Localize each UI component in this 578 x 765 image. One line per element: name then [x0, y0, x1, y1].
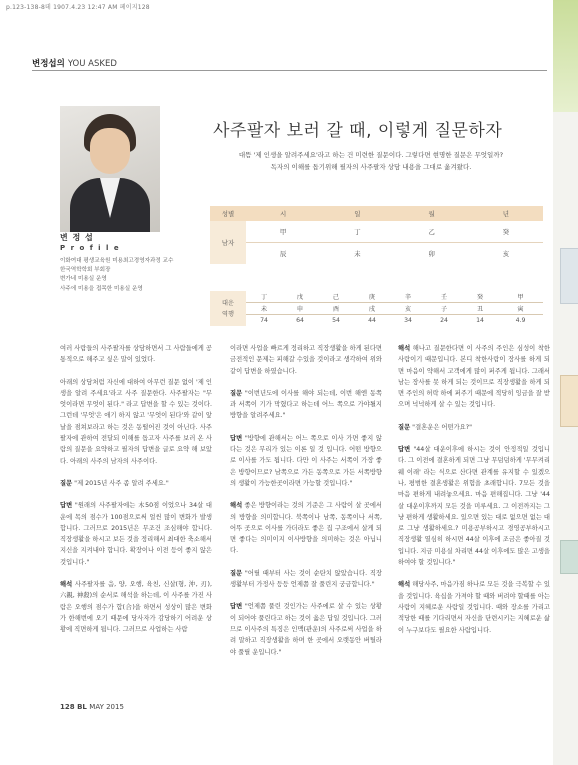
section-label-light: YOU ASKED	[67, 59, 117, 69]
body-paragraph	[230, 343, 382, 377]
qa-label: 질문	[230, 569, 243, 577]
paragraph-text: 해나고 질문한다면 이 사주의 주인은 심성이 착한 사람이기 때문입니다. 본디 착한사람이 장사를 하게 되면 마음이 약해서 고객에게 많이 퍼주게 됩니다. 그래서 남는 장사를 못 하게 되는 것이므로 직장생활을 하게 되면 주인의 허락 하에 퍼주기 때문에 적당히 잉금을 잘 받으며 넉넉하게 살 수 있는 것입니다.	[398, 345, 550, 409]
lede-line: 독자의 이해를 돕기위해 필자의 사주팔자 상담 내용을 그대로 옮겨왔다.	[270, 162, 472, 171]
paragraph-text: "제 2015년 사주 좀 알려 주세요."	[72, 479, 169, 487]
saju-cell: 甲	[246, 221, 320, 243]
qa-label: 답변	[230, 434, 243, 442]
luck-stem: 壬	[426, 291, 462, 303]
body-column-3	[398, 343, 550, 636]
profile-details	[60, 257, 173, 294]
luck-cycle-table	[210, 291, 543, 326]
saju-header: 시	[246, 206, 320, 221]
paragraph-text: "방향에 관해서는 어느 쪽으로 이사 가면 좋지 않다는 것은 무리가 있는 이론 일 것 입니다. 어떤 방향으로 이사를 가도 됩니다. 다만 이 사주는 서쪽이 가장 좋은 방향이므로? 남쪽으로 가든 동쪽으로 가든 서쪽방향의 생활이 가능한곳이라면 가능할 것입니다."	[230, 434, 382, 487]
saju-cell: 辰	[279, 250, 287, 258]
paragraph-text: "원래의 사주팔자에는 木50점 이었으나 34살 대운에 목의 점수가 100점으로써 얼씬 많이 변화가 발생합니다. 그러므로 2015년은 무조건 조심해야 합니다. 직장생활을 하시고 보든 것을 정리해서 최대한 축소해서 지신을 지켜내야 합니다. 확장이나 이전 등이 좋지 않은 것입니다."	[60, 502, 212, 566]
saju-table	[210, 206, 543, 264]
qa-label: 질문	[398, 423, 411, 431]
saju-cell: 乙	[395, 221, 469, 243]
qa-label: 해석	[60, 581, 73, 589]
paragraph-text: 사주팔자를 음, 양, 오행, 육친, 신살(형, 沖, 刃), 六親, 神殺)의 순서로 해석을 하는데, 이 사주를 가진 사람은 오행의 점수가 합(合)을 하면서 성상이 많은 변화가 한해번에 오기 때문에 당사자가 감당하기 어려운 상황에 직면하게 됩니다. 그러므로 사업하는 사람	[60, 581, 212, 634]
body-paragraph	[60, 377, 212, 467]
paragraph-text: 이라면 사업을 빠르게 정리하고 직장생활을 하게 된다면 금전적인 문제는 피해갈 수있을 것이라고 생각하여 위와 같이 답변을 하였습니다.	[230, 345, 382, 375]
luck-branch: 未	[246, 303, 282, 315]
body-paragraph	[230, 433, 382, 489]
section-label	[32, 57, 117, 69]
qa-label: 해석	[398, 345, 411, 352]
saju-cell: 卯	[428, 250, 435, 258]
body-paragraph	[230, 388, 382, 422]
luck-stem: 庚	[354, 291, 390, 303]
page-footer	[60, 703, 124, 711]
body-column-1	[60, 343, 212, 636]
saju-gender-label: 남자	[210, 221, 246, 264]
profile-line: 한국역학학회 부회장	[60, 267, 111, 274]
qa-label: 답변	[60, 502, 73, 510]
luck-age: 74	[260, 317, 268, 324]
luck-label-line: 대운	[222, 299, 234, 307]
saju-header: 일	[320, 206, 394, 221]
body-paragraph	[398, 422, 550, 433]
qa-label: 해석	[230, 502, 243, 510]
saju-header: 월	[395, 206, 469, 221]
right-edge-tab	[560, 540, 578, 574]
right-edge-green-block	[553, 0, 578, 112]
luck-age: 54	[332, 317, 340, 324]
qa-label: 답변	[398, 446, 411, 454]
section-label-bold: 변정섭의	[32, 59, 65, 69]
saju-cell: 丁	[320, 221, 394, 243]
article-title: 사주팔자 보러 갈 때, 이렇게 질문하자	[213, 121, 503, 141]
lede-line: 대뜸 '제 인생을 알려주세요'라고 하는 건 미련한 질문이다. 그렇다면 현명한 질문은 무엇일까?	[238, 151, 504, 159]
right-edge-tab	[560, 375, 578, 427]
saju-header: 년	[469, 206, 543, 221]
qa-label: 질문	[60, 479, 73, 487]
luck-age: 34	[404, 317, 412, 324]
luck-age: 64	[296, 317, 304, 324]
body-paragraph	[398, 579, 550, 635]
body-paragraph	[398, 343, 550, 411]
paragraph-text: "이번년도에 이사를 해야 되는데, 이번 해엔 동쪽과 서쪽이 기가 막혔다고 하는데 어느 쪽으로 가야될지 방향을 알려주세요."	[230, 389, 382, 420]
right-edge-tab	[560, 248, 578, 304]
luck-stem: 戊	[282, 291, 318, 303]
saju-cell: 癸	[469, 221, 543, 243]
body-paragraph	[60, 478, 212, 489]
body-paragraph	[230, 601, 382, 657]
magazine-name: BL	[77, 703, 87, 711]
luck-stem: 己	[318, 291, 354, 303]
luck-stem: 癸	[462, 291, 498, 303]
paragraph-text: 아래의 상담처럼 자신에 대하여 아무런 질문 없이 '제 인생을 알려 주세요'라고 사주 질문한다. 사주팔자는 "무엇이라면 무엇이 된다." 라고 답변을 할 수 있는 것이다. 그런데 '무엇'은 애기 하지 않고 '무엇이 된다'와 같이 앞날을 점쳐보라고 하는 것은 동떨어진 것이 아닌다. 사주팔자에 관하여 전달되 이해를 돕고자 사주를 보러 온 사람의 질문을 요약하고 필자의 답변을 글로 요약 해 보았다. 아래의 사주의 남자의 사주이다.	[60, 378, 212, 465]
paragraph-text: "언제쯤 풀린 것인가는 사주에로 살 수 있는 상황이 되어야 풀린다고 하는 것이 옳은 답일 것입니다. 그러므로 이사주의 특징은 인맥(관운)의 사주로써 사업을 하려 말하고 직장생활을 하며 한 곳에서 오랫동안 버틸라야 풀릴 운입니다."	[230, 603, 382, 656]
luck-label	[210, 291, 246, 326]
page-number: 128	[60, 703, 75, 711]
print-slug: p.123-138-8데 1907.4.23 12:47 AM 페이지128	[6, 4, 150, 11]
qa-label: 답변	[230, 603, 243, 611]
profile-heading: P r o f i l e	[60, 244, 121, 252]
profile-line: 변가네 미용실 운영	[60, 276, 107, 283]
saju-header: 성별	[210, 206, 246, 221]
body-paragraph	[230, 500, 382, 556]
luck-label-line: 역행	[222, 310, 234, 318]
luck-stem: 丁	[246, 291, 282, 303]
luck-branch: 戌	[354, 303, 390, 315]
paragraph-text: "44살 대운이후에 하시는 것이 안정적일 것입니다. 그 이전에 결혼하게 되면 그냥 무덤덤하게 '무무켜리 웨 이래' 라는 식으로 산다면 관계를 유지할 수 있겠으나, 평범한 결혼생활은 위험을 초래합니다. 7모든 것을 마음 편하게 내려놓으세요. 마음 편해집니다. 그냥 '44살 대운이후까지 모든 것을 미루세요. 그 이전까지는 그냥 편하게 생활하세요. 있으면 있는 대로 없으면 없는 대로 그냥 생활하세요.? 미용공부하시고 경영공부하시고 직장생활 열심히 하시면 44살 이후에 조금은 좋아질 것입니다. 지금 미용실 차리면 44살 이후에도 많은 고생을 하여야 할 것입니다."	[398, 446, 550, 567]
paragraph-text: "결혼운은 어떤가요?"	[410, 423, 472, 431]
luck-branch: 子	[426, 303, 462, 315]
qa-label: 질문	[230, 389, 243, 397]
luck-age: 14	[476, 317, 484, 324]
section-divider	[32, 70, 547, 71]
paragraph-text: "어릴 때부터 사는 것이 순탄치 않았습니다. 직장생활부터 가정사 등등 언제쯤 잘 풀린지 궁금합니다."	[230, 569, 382, 589]
body-paragraph	[60, 579, 212, 635]
luck-branch: 亥	[390, 303, 426, 315]
qa-label: 해석	[398, 581, 411, 589]
paragraph-text: 좋은 방향이라는 것의 기준은 그 사람이 살 곳에서의 방향을 의미합니다. 북쪽이나 남쪽, 동쪽이나 서쪽, 어뚜 곳으로 이사를 가더라도 좋은 집 구조에서 살게 되면 좋다는 의미이지 이사방향을 의미하는 것은 아닙니다.	[230, 502, 382, 555]
body-paragraph	[60, 343, 212, 366]
issue-date: MAY 2015	[89, 703, 124, 711]
body-paragraph	[398, 444, 550, 568]
luck-stem: 甲	[498, 291, 543, 303]
profile-line: 이화여대 평생교육원 미용최고경영자과정 교수	[60, 258, 174, 264]
body-column-2	[230, 343, 382, 658]
luck-branch: 丑	[462, 303, 498, 315]
paragraph-text: 해당사주, 마음가짐 하나로 모든 것을 극복할 수 있을 것입니다. 육십을 가져야 할 때와 버려야 할때를 아는 사람이 지혜로운 사람일 것입니다. 때와 장소를 가리고 적당한 때를 기다리면서 자신을 단련시키는 지혜로운 삶이 누구보다도 필요한 사람입니다.	[398, 581, 550, 634]
profile-name: 변 정 섭	[60, 233, 94, 242]
luck-branch: 申	[282, 303, 318, 315]
luck-age: 4.9	[515, 317, 526, 324]
author-photo	[60, 106, 160, 232]
luck-age: 24	[440, 317, 448, 324]
body-paragraph	[60, 500, 212, 568]
saju-cell: 亥	[502, 250, 510, 258]
profile-line: 사주에 미용을 접목한 미용실 운영	[60, 285, 143, 292]
luck-branch: 酉	[318, 303, 354, 315]
paragraph-text: 여러 사람들의 사주팔자를 상담하면서 그 사람들에게 공통적으로 해주고 싶은 말이 있었다.	[60, 345, 212, 364]
luck-branch: 寅	[498, 303, 543, 315]
luck-age: 44	[368, 317, 376, 324]
body-paragraph	[230, 568, 382, 591]
article-lede	[200, 150, 542, 173]
saju-cell: 未	[354, 250, 361, 258]
luck-stem: 辛	[390, 291, 426, 303]
